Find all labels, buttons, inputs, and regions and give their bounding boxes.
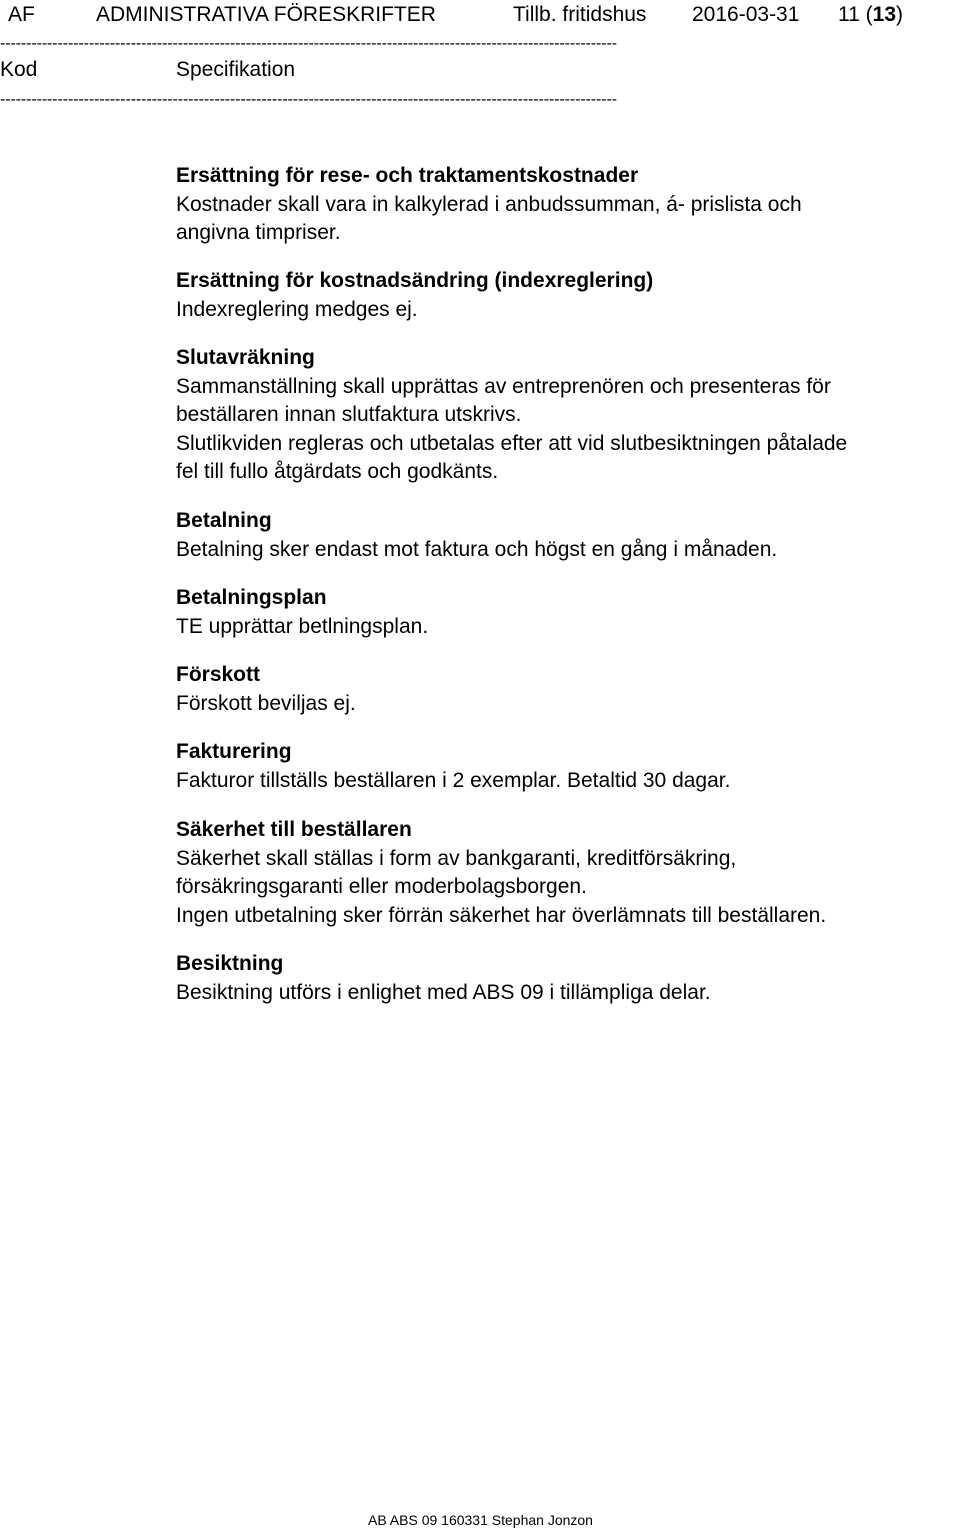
header-separator-bottom: ---------------------------------------------------------------------------------------------------------------------- [0, 92, 617, 108]
section-besiktning [176, 950, 956, 1007]
header-date: 2016-03-31 [692, 3, 800, 26]
section-betalning [176, 507, 956, 564]
column-specifikation: Specifikation [176, 58, 296, 81]
section-sakerhet [176, 816, 956, 930]
section-line: angivna timpriser. [176, 221, 341, 244]
section-line: Indexreglering medges ej. [176, 297, 418, 321]
section-betalningsplan [176, 584, 956, 641]
section-line: TE upprättar betlningsplan. [176, 614, 429, 638]
header-title: ADMINISTRATIVA FÖRESKRIFTER [96, 3, 436, 26]
section-line: Ingen utbetalning sker förrän säkerhet har överlämnats till beställaren. [176, 903, 827, 927]
section-line: Säkerhet skall ställas i form av bankgaranti, kreditförsäkring, [176, 846, 737, 870]
section-rese-traktament [176, 162, 956, 248]
page-footer: AB ABS 09 160331 Stephan Jonzon [368, 1512, 593, 1528]
section-heading: Besiktning [176, 952, 284, 975]
section-line: beställaren innan slutfaktura utskrivs. [176, 403, 522, 426]
section-line: Förskott beviljas ej. [176, 691, 356, 715]
section-line: försäkringsgaranti eller moderbolagsborgen. [176, 875, 587, 898]
section-heading: Betalningsplan [176, 586, 327, 609]
section-line: Sammanställning skall upprättas av entreprenören och presenteras för [176, 374, 831, 398]
section-heading: Fakturering [176, 740, 292, 763]
section-line: Betalning sker endast mot faktura och högst en gång i månaden. [176, 537, 778, 561]
section-line: Kostnader skall vara in kalkylerad i anbudssumman, á- prislista och [176, 192, 802, 216]
column-kod: Kod [0, 58, 38, 81]
section-line: Fakturor tillställs beställaren i 2 exemplar. Betaltid 30 dagar. [176, 768, 731, 792]
section-forskott [176, 661, 956, 718]
page-total-wrap: (13) [865, 3, 904, 26]
page-total: 13 [872, 3, 897, 26]
header-code: AF [8, 3, 35, 26]
header-page [838, 1, 903, 29]
section-fakturering [176, 738, 956, 795]
section-line: fel till fullo åtgärdats och godkänts. [176, 460, 499, 483]
section-line: Besiktning utförs i enlighet med ABS 09 i tillämpliga delar. [176, 980, 711, 1004]
section-heading: Betalning [176, 509, 272, 532]
section-heading: Ersättning för kostnadsändring (indexreglering) [176, 269, 654, 292]
section-indexreglering [176, 267, 956, 324]
section-heading: Ersättning för rese- och traktamentskostnader [176, 164, 639, 187]
header-doc-name: Tillb. fritidshus [513, 3, 647, 26]
header-separator-top: ---------------------------------------------------------------------------------------------------------------------- [0, 36, 617, 52]
section-slutavrakning [176, 344, 956, 487]
page-number: 11 [838, 3, 860, 26]
section-heading: Slutavräkning [176, 346, 315, 369]
section-heading: Förskott [176, 663, 260, 686]
section-heading: Säkerhet till beställaren [176, 818, 412, 841]
section-line: Slutlikviden regleras och utbetalas efter att vid slutbesiktningen påtalade [176, 431, 848, 455]
